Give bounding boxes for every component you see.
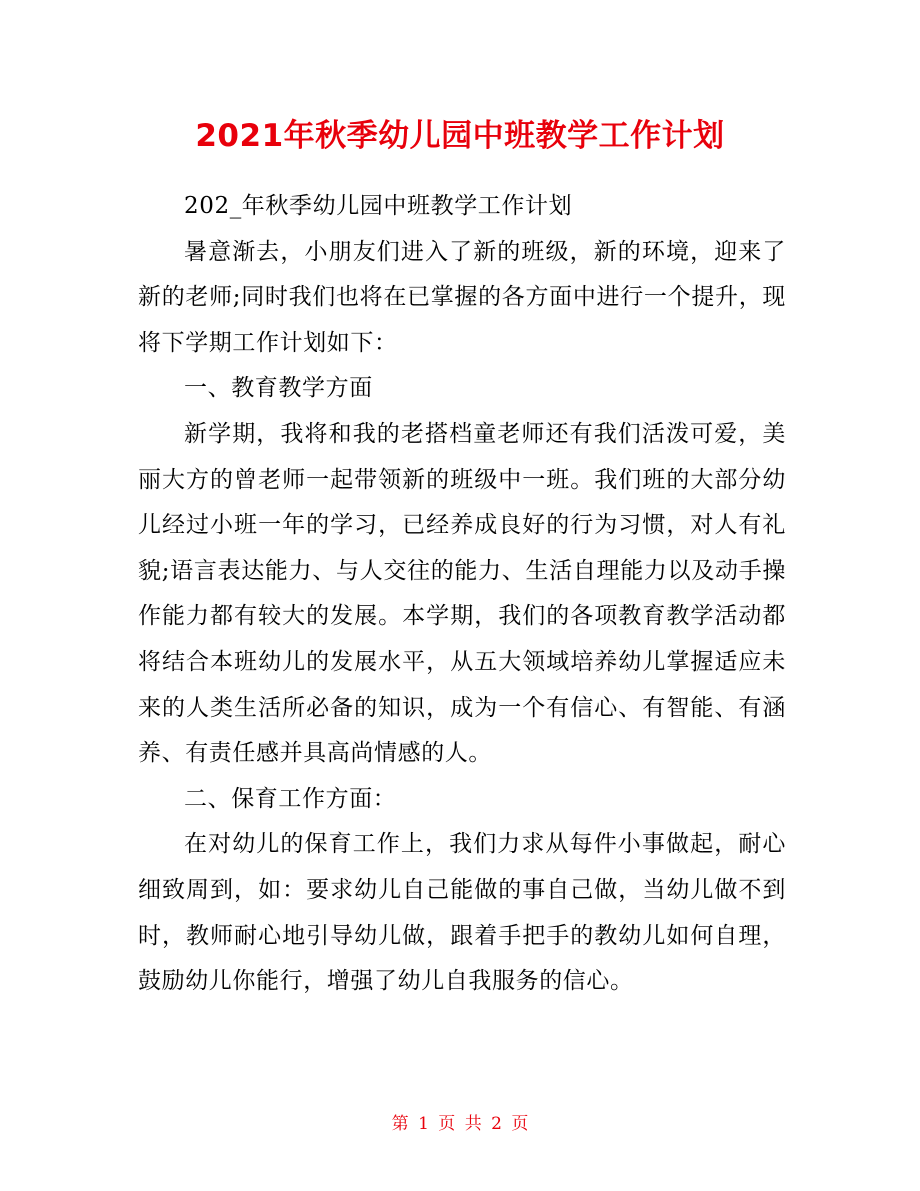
section-heading-care: 二、保育工作方面： xyxy=(184,785,397,812)
paragraph-education: 新学期，我将和我的老搭档童老师还有我们活泼可爱，美丽大方的曾老师一起带领新的班级中一班。我们班的大部分幼儿经过小班一年的学习，已经养成良好的行为习惯，对人有礼貌;语言表达能力、与人交往的能力、生活自理能力以及动手操作能力都有较大的发展。本学期，我们的各项教育教学活动都将结合本班幼儿的发展水平，从五大领域培养幼儿掌握适应未来的人类生活所必备的知识，成为一个有信心、有智能、有涵养、有责任感并具高尚情感的人。 xyxy=(138,420,786,767)
section-heading-education: 一、教育教学方面 xyxy=(184,375,373,402)
document-title: 2021年秋季幼儿园中班教学工作计划 xyxy=(195,118,725,154)
document-body xyxy=(138,184,786,1005)
paragraph-subtitle: 202_年秋季幼儿园中班教学工作计划 xyxy=(184,193,573,219)
page-number-footer: 第 1 页 共 2 页 xyxy=(391,1114,529,1134)
paragraph-care: 在对幼儿的保育工作上，我们力求从每件小事做起，耐心细致周到，如：要求幼儿自己能做的事自己做，当幼儿做不到时，教师耐心地引导幼儿做，跟着手把手的教幼儿如何自理，鼓励幼儿你能行，增强了幼儿自我服务的信心。 xyxy=(138,831,786,995)
paragraph-intro: 暑意渐去，小朋友们进入了新的班级，新的环境，迎来了新的老师;同时我们也将在已掌握的各方面中进行一个提升，现将下学期工作计划如下： xyxy=(138,238,786,356)
